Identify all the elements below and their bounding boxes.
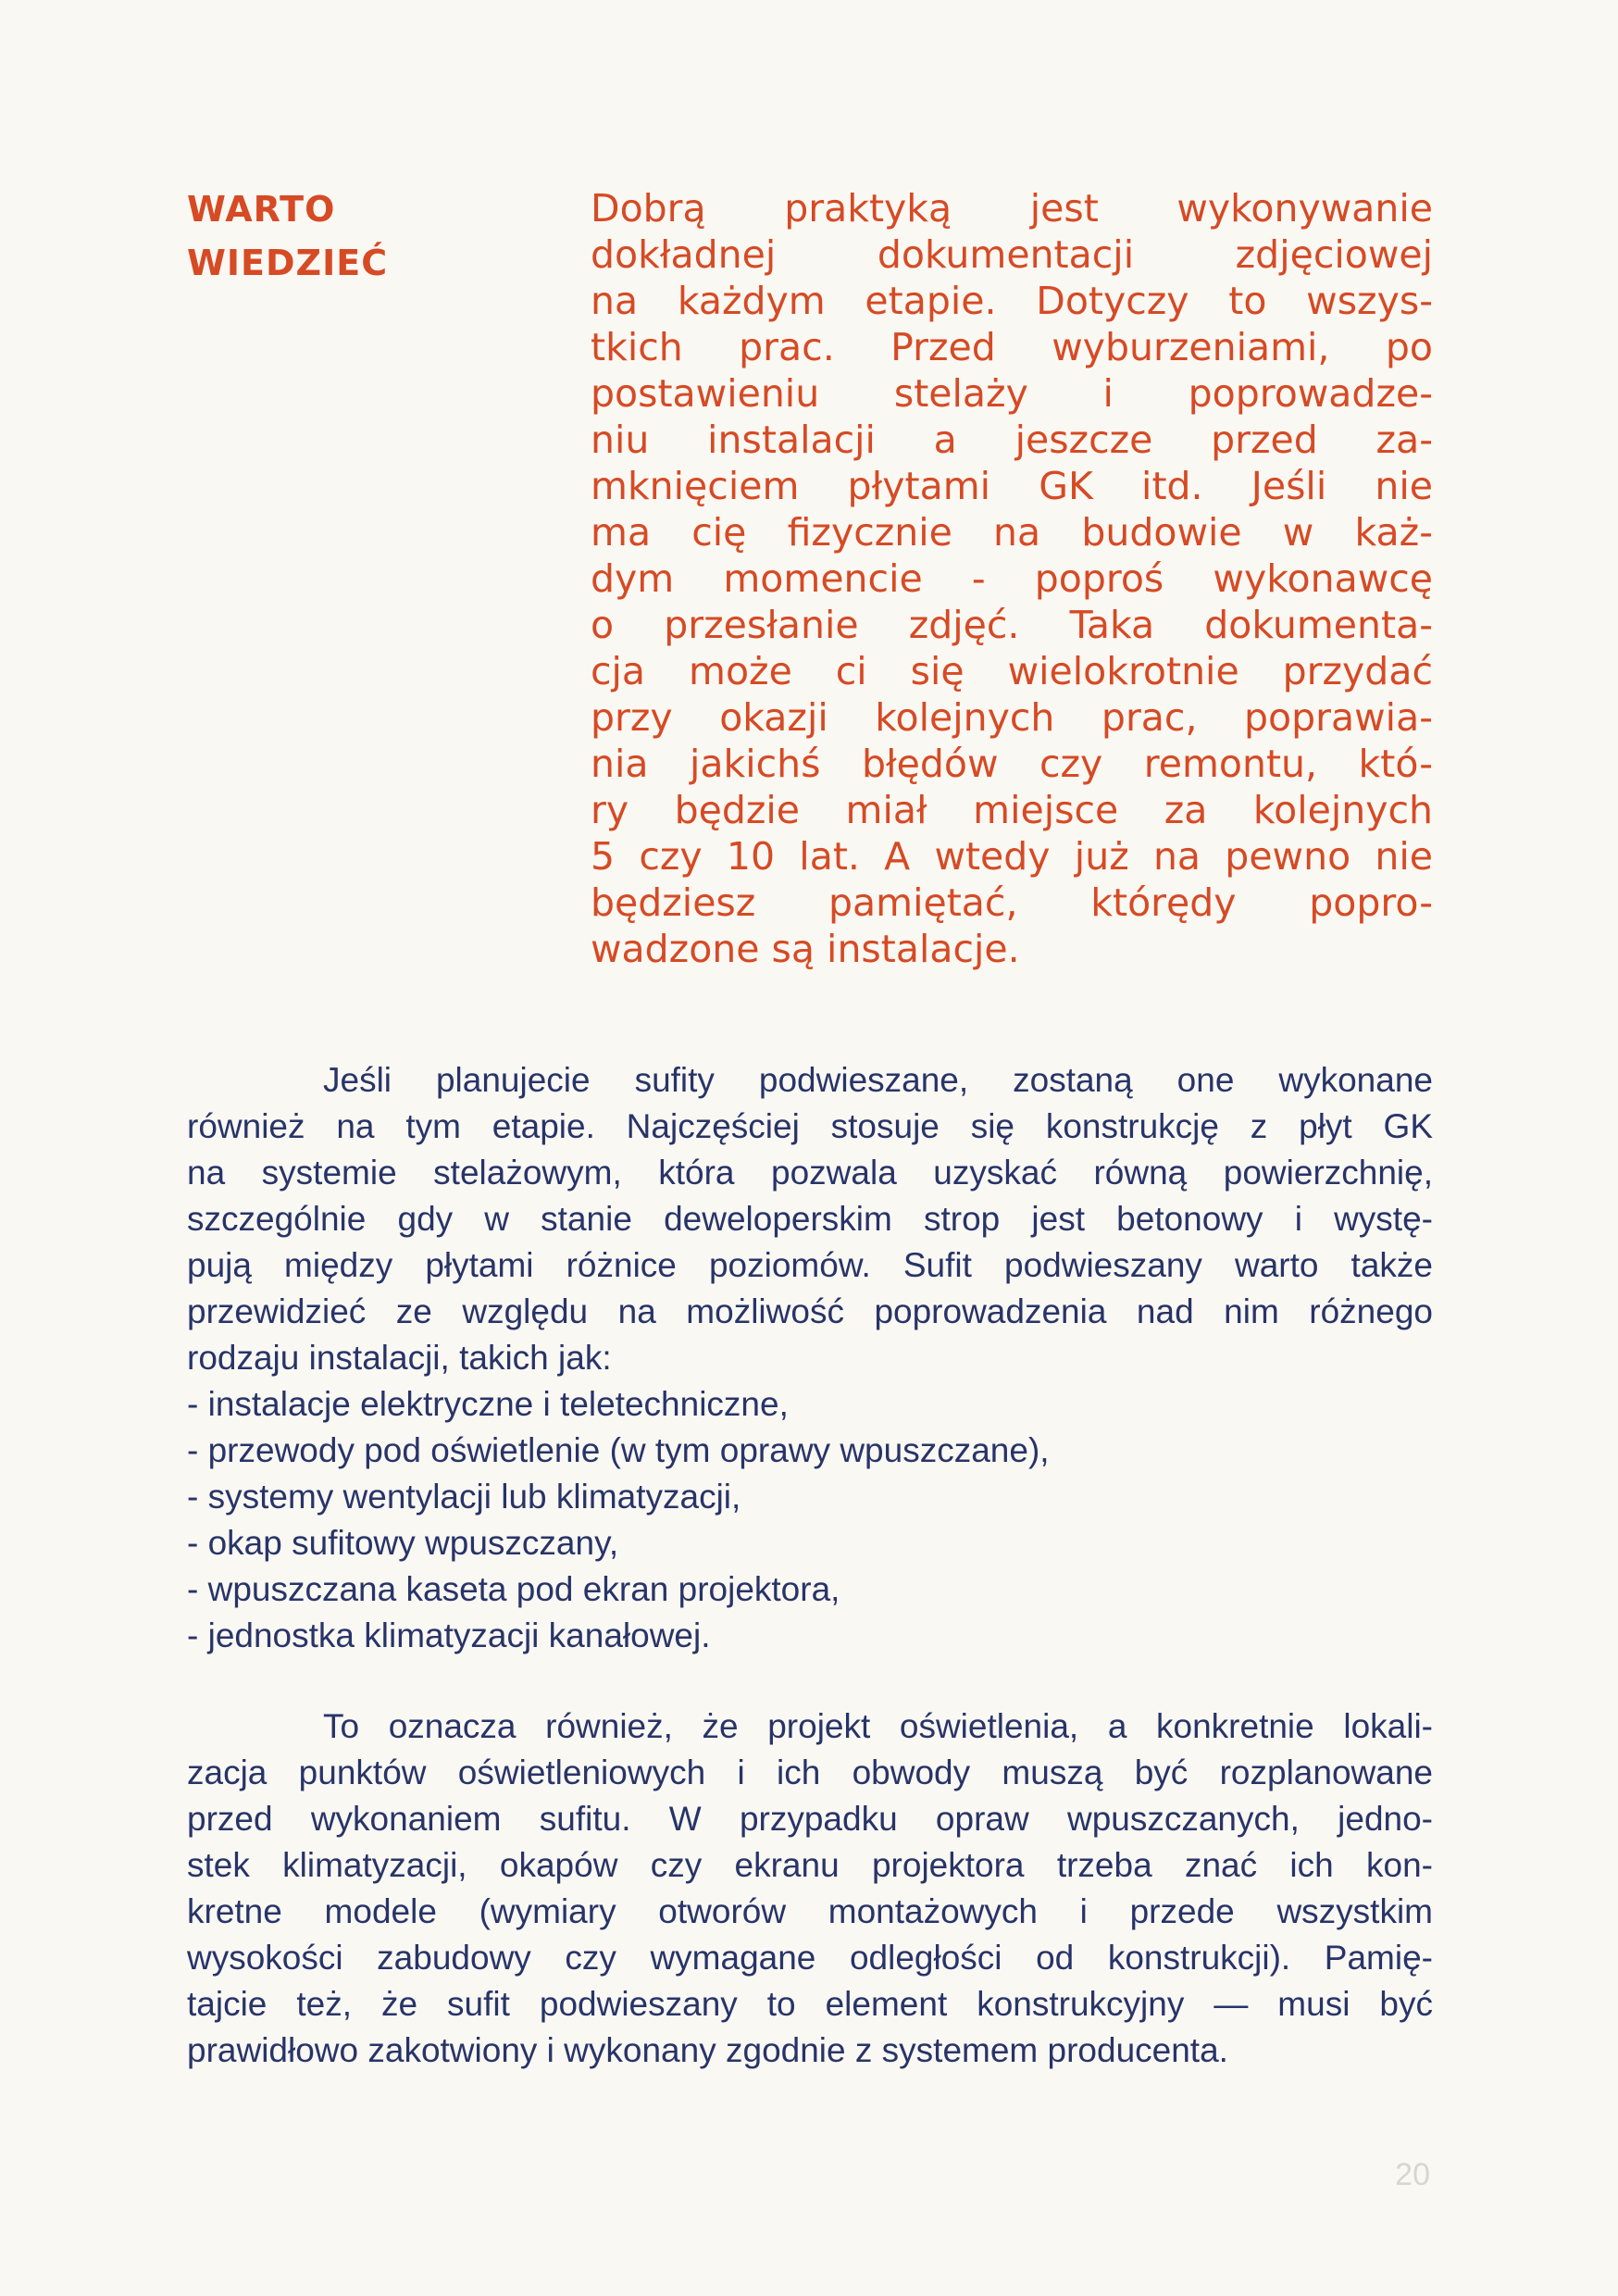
tip-line: dokładnej dokumentacji zdjęciowej [591,232,1433,277]
paragraph-line: wysokości zabudowy czy wymagane odległości od konstrukcji). Pamię- [187,1939,1433,1977]
tip-line: ma cię fizycznie na budowie w każ- [591,510,1433,555]
paragraph-line: pują między płytami różnice poziomów. Sufit podwieszany warto także [187,1246,1433,1284]
paragraph-line: również na tym etapie. Najczęściej stosuje się konstrukcję z płyt GK [187,1107,1433,1145]
paragraph-line: zacja punktów oświetleniowych i ich obwody muszą być rozplanowane [187,1753,1433,1791]
tip-line: niu instalacji a jeszcze przed za- [591,418,1433,462]
tip-line: o przesłanie zdjęć. Taka dokumenta- [591,603,1433,647]
paragraph-suspended-ceilings [187,1057,1433,1659]
paragraph-line: prawidłowo zakotwiony i wykonany zgodnie z systemem producenta. [187,2031,1228,2069]
tip-line: tkich prac. Przed wyburzeniami, po [591,325,1433,369]
paragraph-line: przed wykonaniem sufitu. W przypadku opraw wpuszczanych, jedno- [187,1800,1433,1838]
tip-line: postawieniu stelaży i poprowadze- [591,371,1433,416]
paragraph-line: tajcie też, że sufit podwieszany to element konstrukcyjny — musi być [187,1985,1433,2023]
tip-heading-line: WARTO [187,189,336,230]
tip-line: dym momencie - poproś wykonawcę [591,556,1433,601]
paragraph-line: Jeśli planujecie sufity podwieszane, zostaną one wykonane [323,1061,1433,1099]
list-item: - jednostka klimatyzacji kanałowej. [187,1616,711,1654]
tip-line: będziesz pamiętać, którędy popro- [591,880,1433,925]
paragraph-line: To oznacza również, że projekt oświetlenia, a konkretnie lokali- [323,1707,1433,1745]
tip-line: Dobrą praktyką jest wykonywanie [591,186,1433,231]
list-item: - okap sufitowy wpuszczany, [187,1524,619,1562]
page-number: 20 [1395,2157,1430,2192]
tip-line: 5 czy 10 lat. A wtedy już na pewno nie [591,834,1433,879]
paragraph-line: przewidzieć ze względu na możliwość poprowadzenia nad nim różnego [187,1292,1433,1330]
list-item: - przewody pod oświetlenie (w tym oprawy wpuszczane), [187,1431,1050,1469]
tip-line: cja może ci się wielokrotnie przydać [591,649,1433,693]
list-item: - systemy wentylacji lub klimatyzacji, [187,1478,741,1516]
list-item: - instalacje elektryczne i teletechniczne, [187,1385,789,1423]
tip-line: ry będzie miał miejsce za kolejnych [591,788,1433,832]
paragraph-line: kretne modele (wymiary otworów montażowych i przede wszystkim [187,1892,1433,1930]
paragraph-lighting-plan [187,1703,1433,2074]
tip-body [591,185,1433,972]
tip-heading [187,182,465,290]
tip-line: nia jakichś błędów czy remontu, któ- [591,742,1433,786]
paragraph-line: stek klimatyzacji, okapów czy ekranu projektora trzeba znać ich kon- [187,1846,1433,1884]
tip-line: wadzone są instalacje. [591,927,1020,971]
tip-line: mknięciem płytami GK itd. Jeśli nie [591,464,1433,508]
tip-line: na każdym etapie. Dotyczy to wszys- [591,279,1433,323]
paragraph-line: na systemie stelażowym, która pozwala uzyskać równą powierzchnię, [187,1154,1433,1192]
list-item: - wpuszczana kaseta pod ekran projektora, [187,1570,840,1608]
paragraph-line: rodzaju instalacji, takich jak: [187,1339,612,1377]
paragraph-line: szczególnie gdy w stanie deweloperskim strop jest betonowy i wystę- [187,1200,1433,1238]
tip-heading-line: WIEDZIEĆ [187,243,389,283]
tip-line: przy okazji kolejnych prac, poprawia- [591,695,1433,740]
